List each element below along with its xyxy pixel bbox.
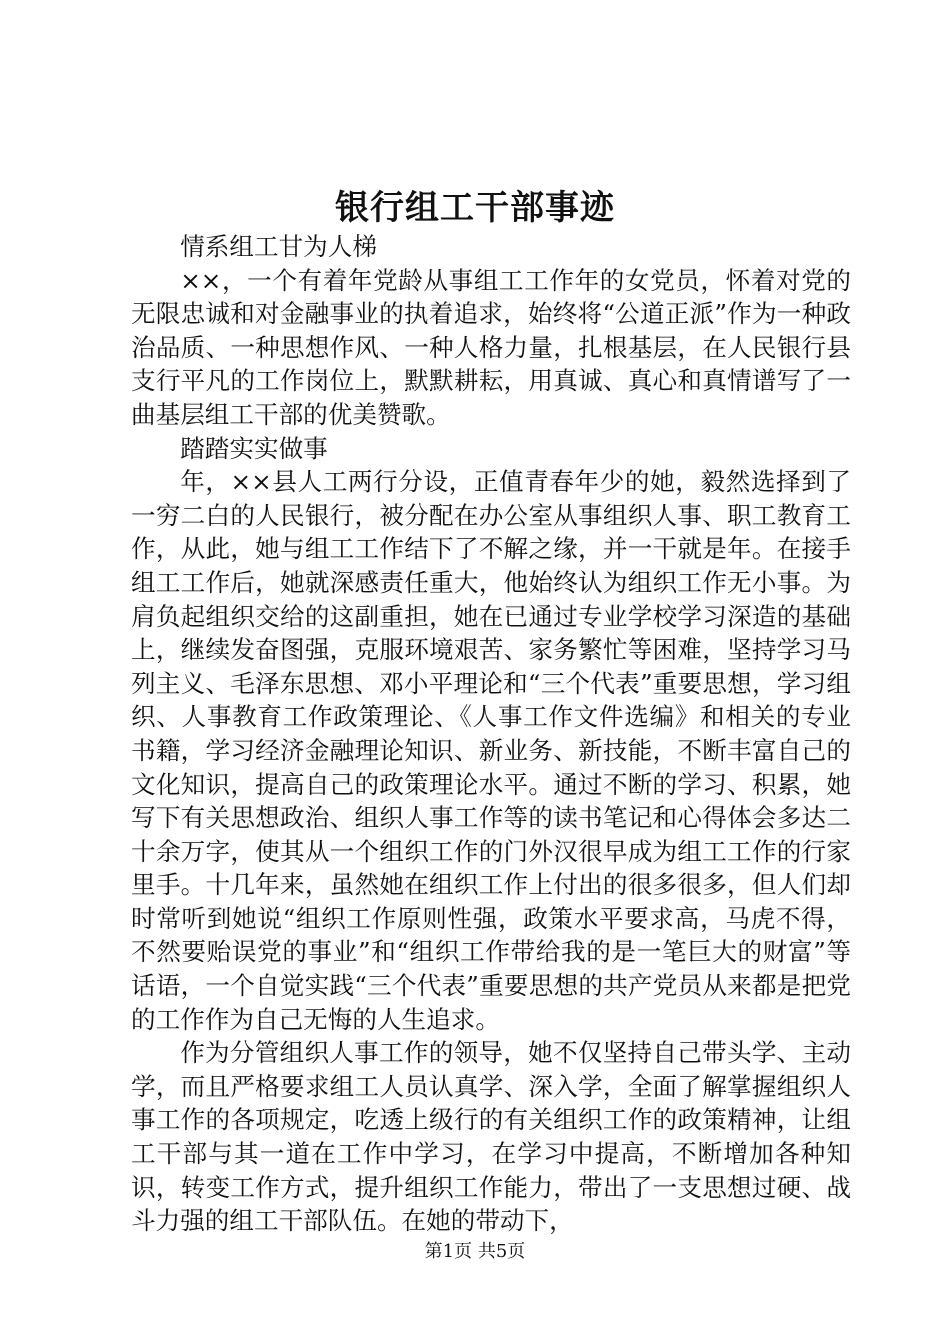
section-heading: 踏踏实实做事 — [180, 433, 328, 463]
document-title: 银行组工干部事迹 — [335, 188, 615, 228]
body-paragraph: 作为分管组织人事工作的领导，她不仅坚持自己带头学、主动学，而且严格要求组工人员认真学、深入学，全面了解掌握组织人事工作的各项规定，吃透上级行的有关组织工作的政策精神，让组工干部与其一道在工作中学习，在学习中提高，不断增加各种知识，转变工作方式，提升组织工作能力，带出了一支思想过硬、战斗力强的组工干部队伍。在她的带动下， — [131, 1038, 851, 1236]
section-heading: 情系组工甘为人梯 — [180, 232, 377, 261]
page-number-footer: 第1页 共5页 — [424, 1241, 526, 1262]
body-paragraph: 年，××县人工两行分设，正值青春年少的她，毅然选择到了一穷二白的人民银行，被分配在办公室从事组织人事、职工教育工作，从此，她与组工工作结下了不解之缘，并一干就是年。在接手组工工作后，她就深感责任重大，他始终认为组织工作无小事。为肩负起组织交给的这副重担，她在已通过专业学校学习深造的基础上，继续发奋图强，克服环境艰苦、家务繁忙等困难，坚持学习马列主义、毛泽东思想、邓小平理论和“三个代表”重要思想，学习组织、人事教育工作政策理论、《人事工作文件选编》和相关的专业书籍，学习经济金融理论知识、新业务、新技能，不断丰富自己的文化知识，提高自己的政策理论水平。通过不断的学习、积累，她写下有关思想政治、组织人事工作等的读书笔记和心得体会多达二十余万字，使其从一个组织工作的门外汉很早成为组工工作的行家里手。十几年来，虽然她在组织工作上付出的很多很多，但人们却时常听到她说“组织工作原则性强，政策水平要求高，马虎不得，不然要贻误党的事业”和“组织工作带给我的是一笔巨大的财富”等话语，一个自觉实践“三个代表”重要思想的共产党员从来都是把党的工作作为自己无悔的人生追求。 — [131, 467, 851, 1034]
document-body — [131, 230, 851, 1238]
body-paragraph: ××，一个有着年党龄从事组工工作年的女党员，怀着对党的无限忠诚和对金融事业的执着追求，始终将“公道正派”作为一种政治品质、一种思想作风、一种人格力量，扎根基层，在人民银行县支行平凡的工作岗位上，默默耕耘，用真诚、真心和真情谱写了一曲基层组工干部的优美赞歌。 — [131, 265, 851, 429]
